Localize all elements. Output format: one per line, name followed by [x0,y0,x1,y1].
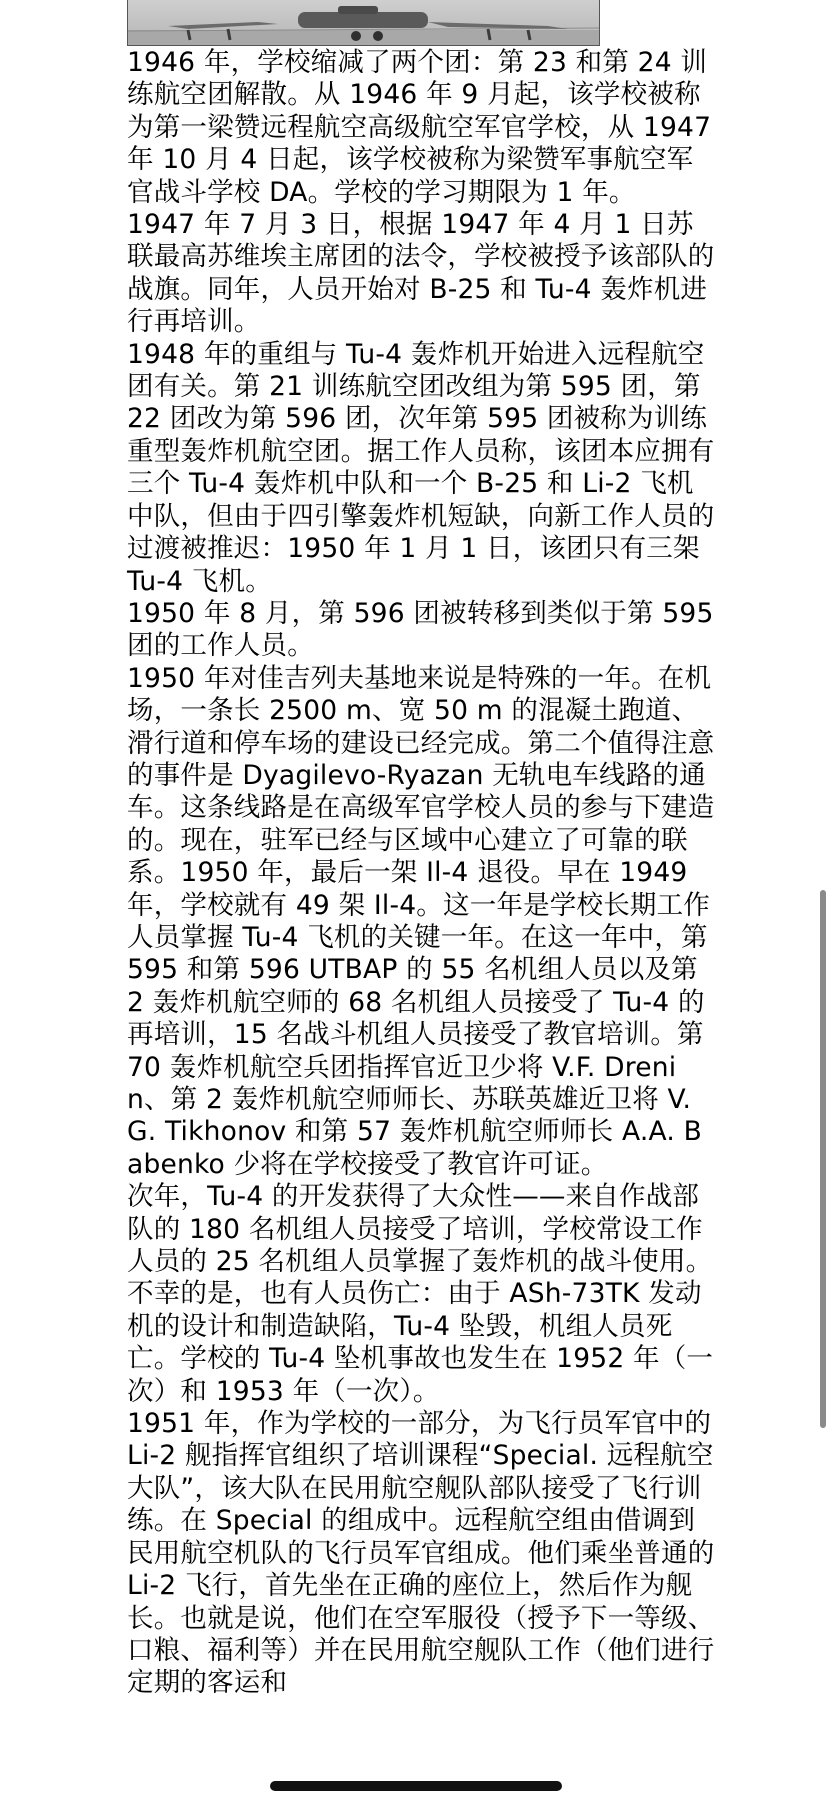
article-body [127,47,717,1700]
paragraph: 1948 年的重组与 Tu-4 轰炸机开始进入远程航空团有关。第 21 训练航空团改组为第 595 团，第 22 团改为第 596 团，次年第 595 团被称为训练重型轰炸机航空团。据工作人员称，该团本应拥有三个 Tu-4 轰炸机中队和一个 B-25 和 Li-2 飞机中队，但由于四引擎轰炸机短缺，向新工作人员的过渡被推迟：1950 年 1 月 1 日，该团只有三架 Tu-4 飞机。 [127,338,715,597]
aircraft-photo [127,0,600,46]
aircraft-photo-icon [128,0,600,46]
vertical-scrollbar[interactable] [820,890,826,1428]
paragraph: 1950 年 8 月，第 596 团被转移到类似于第 595 团的工作人员。 [127,597,714,662]
paragraph: 1951 年，作为学校的一部分，为飞行员军官中的 Li-2 舰指挥官组织了培训课程“Special. 远程航空大队”，该大队在民用航空舰队部队接受了飞行训练。在 Special 的组成中。远程航空组由借调到民用航空机队的飞行员军官组成。他们乘坐普通的 Li-2 飞行，首先坐在正确的座位上，然后作为舰长。也就是说，他们在空军服役（授予下一等级、口粮、福利等）并在民用航空舰队工作（他们进行定期的客运和 [127,1408,715,1699]
paragraph: 次年，Tu-4 的开发获得了大众性——来自作战部队的 180 名机组人员接受了培训，学校常设工作人员的 25 名机组人员掌握了轰炸机的战斗使用。不幸的是，也有人员伤亡：由于 ASh-73TK 发动机的设计和制造缺陷，Tu-4 坠毁，机组人员死亡。学校的 Tu-4 坠机事故也发生在 1952 年（一次）和 1953 年（一次）。 [127,1181,714,1407]
paragraph: 1947 年 7 月 3 日，根据 1947 年 4 月 1 日苏联最高苏维埃主席团的法令，学校被授予该部队的战旗。同年，人员开始对 B-25 和 Tu-4 轰炸机进行再培训。 [127,209,715,338]
home-indicator[interactable] [270,1781,562,1791]
paragraph: 1946 年，学校缩减了两个团：第 23 和第 24 训练航空团解散。从 1946 年 9 月起，该学校被称为第一梁赞远程航空高级航空军官学校，从 1947 年 10 月 4 日起，该学校被称为梁赞军事航空军官战斗学校 DA。学校的学习期限为 1 年。 [127,47,712,208]
paragraph: 1950 年对佳吉列夫基地来说是特殊的一年。在机场，一条长 2500 m、宽 50 m 的混凝土跑道、滑行道和停车场的建设已经完成。第二个值得注意的事件是 Dyagilevo-Ryazan 无轨电车线路的通车。这条线路是在高级军官学校人员的参与下建造的。现在，驻军已经与区域中心建立了可靠的联系。1950 年，最后一架 Il-4 退役。早在 1949 年，学校就有 49 架 Il-4。这一年是学校长期工作人员掌握 Tu-4 飞机的关键一年。在这一年中，第 595 和第 596 UTBAP 的 55 名机组人员以及第 2 轰炸机航空师的 68 名机组人员接受了 Tu-4 的再培训，15 名战斗机组人员接受了教官培训。第 70 轰炸机航空兵团指挥官近卫少将 V.F. Drenin、第 2 轰炸机航空师师长、苏联英雄近卫将 V.G. Tikhonov 和第 57 轰炸机航空师师长 A.A. Babenko 少将在学校接受了教官许可证。 [127,662,715,1180]
